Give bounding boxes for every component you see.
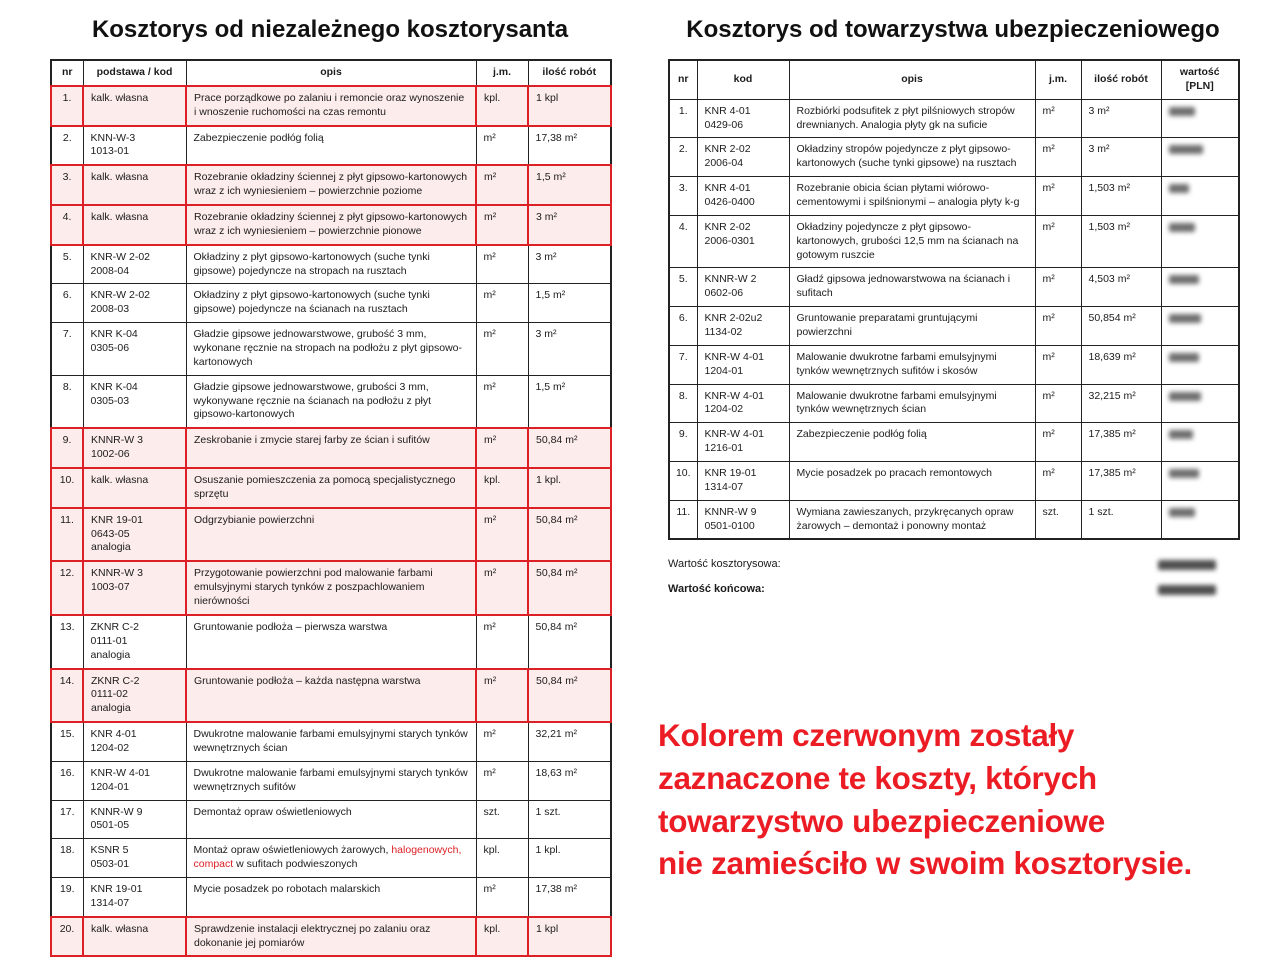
cell-podstawa-kod: kalk. własna	[83, 205, 186, 245]
column-header-opis: opis	[186, 60, 476, 86]
cell-opis: Rozebranie okładziny ściennej z płyt gipsowo-kartonowych wraz z ich wyniesieniem – powierzchnie pionowe	[186, 205, 476, 245]
cell-wartosc	[1161, 500, 1239, 539]
cell-nr: 11.	[51, 508, 83, 562]
cell-jm: m²	[476, 165, 528, 205]
cell-opis: Malowanie dwukrotne farbami emulsyjnymi tynków wewnętrznych ścian	[789, 384, 1035, 423]
table-row	[51, 669, 611, 723]
cell-opis: Demontaż opraw oświetleniowych	[186, 800, 476, 839]
cell-jm: kpl.	[476, 839, 528, 878]
cell-opis: Odgrzybianie powierzchni	[186, 508, 476, 562]
redacted-total-value	[1158, 585, 1216, 595]
table-row	[51, 917, 611, 957]
cell-jm: m²	[476, 245, 528, 284]
red-note-line: towarzystwo ubezpieczeniowe	[658, 802, 1105, 839]
cell-jm: m²	[1035, 177, 1081, 216]
cell-nr: 16.	[51, 761, 83, 800]
cell-jm: m²	[476, 508, 528, 562]
cell-ilosc-robot: 1,5 m²	[528, 284, 611, 323]
redacted-value	[1169, 469, 1199, 478]
redacted-value	[1169, 508, 1195, 517]
cell-nr: 6.	[51, 284, 83, 323]
insurer-estimate-section	[668, 16, 1238, 608]
cell-kod: KNNR-W 2 0602-06	[697, 268, 789, 307]
table-row	[51, 615, 611, 669]
table-row	[669, 423, 1239, 462]
cell-kod: KNR 2-02 2006-04	[697, 138, 789, 177]
independent-estimate-table	[50, 59, 612, 957]
cell-jm: m²	[1035, 307, 1081, 346]
redacted-value	[1169, 145, 1203, 154]
cell-podstawa-kod: KNNR-W 3 1002-06	[83, 428, 186, 468]
table-row	[669, 345, 1239, 384]
table-row	[51, 126, 611, 166]
redacted-value	[1169, 314, 1201, 323]
cell-wartosc	[1161, 462, 1239, 501]
table-row	[51, 561, 611, 615]
cell-ilosc-robot: 32,215 m²	[1081, 384, 1161, 423]
cell-ilosc-robot: 4,503 m²	[1081, 268, 1161, 307]
cell-ilosc-robot: 50,84 m²	[528, 561, 611, 615]
cell-ilosc-robot: 50,84 m²	[528, 615, 611, 669]
cell-ilosc-robot: 50,84 m²	[528, 669, 611, 723]
cell-ilosc-robot: 50,84 m²	[528, 508, 611, 562]
column-header-nr: nr	[51, 60, 83, 86]
cell-podstawa-kod: KNR-W 2-02 2008-03	[83, 284, 186, 323]
total-koncowa-row	[668, 583, 1238, 595]
cell-ilosc-robot: 1 kpl.	[528, 839, 611, 878]
cell-jm: m²	[476, 323, 528, 376]
insurer-estimate-table	[668, 59, 1240, 540]
cell-wartosc	[1161, 177, 1239, 216]
cell-opis: Rozbiórki podsufitek z płyt pilśniowych stropów drewnianych. Analogia płyty gk na suficie	[789, 99, 1035, 138]
cell-podstawa-kod: kalk. własna	[83, 86, 186, 126]
table-row	[51, 245, 611, 284]
cell-nr: 1.	[51, 86, 83, 126]
cell-podstawa-kod: KNR-W 4-01 1204-01	[83, 761, 186, 800]
cell-nr: 3.	[669, 177, 697, 216]
cell-nr: 2.	[51, 126, 83, 166]
table-row	[51, 86, 611, 126]
redacted-value	[1169, 392, 1201, 401]
cell-nr: 9.	[51, 428, 83, 468]
cell-ilosc-robot: 1,503 m²	[1081, 215, 1161, 268]
redacted-value	[1169, 184, 1189, 193]
cell-opis: Dwukrotne malowanie farbami emulsyjnymi starych tynków wewnętrznych ścian	[186, 722, 476, 761]
cell-jm: m²	[476, 615, 528, 669]
cell-opis: Zeskrobanie i zmycie starej farby ze ścian i sufitów	[186, 428, 476, 468]
cell-ilosc-robot: 50,84 m²	[528, 428, 611, 468]
cell-kod: KNR 2-02u2 1134-02	[697, 307, 789, 346]
cell-nr: 10.	[51, 468, 83, 508]
cell-ilosc-robot: 1 szt.	[528, 800, 611, 839]
cell-podstawa-kod: KNR K-04 0305-06	[83, 323, 186, 376]
cell-nr: 11.	[669, 500, 697, 539]
cell-nr: 18.	[51, 839, 83, 878]
cell-ilosc-robot: 1 kpl	[528, 86, 611, 126]
cell-jm: kpl.	[476, 86, 528, 126]
opis-fragment: w sufitach podwieszonych	[233, 858, 358, 871]
cell-opis: Okładziny z płyt gipsowo-kartonowych (suche tynki gipsowe) pojedyncze na ścianach na rusztach	[186, 284, 476, 323]
cell-podstawa-kod: KNNR-W 3 1003-07	[83, 561, 186, 615]
cell-podstawa-kod: KNR 4-01 1204-02	[83, 722, 186, 761]
column-header-ilosc: ilość robót	[1081, 60, 1161, 99]
red-note-line: nie zamieściło w swoim kosztorysie.	[658, 845, 1192, 882]
cell-jm: m²	[476, 877, 528, 916]
table-row	[51, 877, 611, 916]
cell-wartosc	[1161, 138, 1239, 177]
cell-jm: m²	[476, 561, 528, 615]
cell-ilosc-robot: 1,5 m²	[528, 375, 611, 428]
table-row	[669, 177, 1239, 216]
cell-podstawa-kod: KNR 19-01 1314-07	[83, 877, 186, 916]
column-header-nr: nr	[669, 60, 697, 99]
table-row	[669, 138, 1239, 177]
table-row	[51, 800, 611, 839]
cell-opis: Okładziny pojedyncze z płyt gipsowo-kartonowych, grubości 12,5 mm na ścianach na gotowym ruszcie	[789, 215, 1035, 268]
cell-opis: Okładziny z płyt gipsowo-kartonowych (suche tynki gipsowe) pojedyncze na stropach na rusztach	[186, 245, 476, 284]
column-header-jm: j.m.	[476, 60, 528, 86]
cell-ilosc-robot: 17,38 m²	[528, 126, 611, 166]
cell-ilosc-robot: 18,63 m²	[528, 761, 611, 800]
cell-nr: 9.	[669, 423, 697, 462]
cell-podstawa-kod: KNN-W-3 1013-01	[83, 126, 186, 166]
cell-opis: Osuszanie pomieszczenia za pomocą specjalistycznego sprzętu	[186, 468, 476, 508]
cell-nr: 4.	[51, 205, 83, 245]
column-header-ilosc: ilość robót	[528, 60, 611, 86]
redacted-value	[1169, 353, 1199, 362]
total-koncowa-label: Wartość końcowa:	[668, 583, 765, 596]
opis-fragment: Montaż opraw oświetleniowych żarowych,	[193, 844, 392, 857]
column-header-jm: j.m.	[1035, 60, 1081, 99]
cell-kod: KNR-W 4-01 1204-01	[697, 345, 789, 384]
cell-podstawa-kod: KNR 19-01 0643-05 analogia	[83, 508, 186, 562]
cell-ilosc-robot: 17,385 m²	[1081, 462, 1161, 501]
table-row	[669, 307, 1239, 346]
cell-opis: Mycie posadzek po pracach remontowych	[789, 462, 1035, 501]
independent-estimate-section	[50, 16, 610, 957]
cell-opis: Rozebranie okładziny ściennej z płyt gipsowo-kartonowych wraz z ich wyniesieniem – powierzchnie poziome	[186, 165, 476, 205]
cell-nr: 1.	[669, 99, 697, 138]
total-kosztorysowa-label: Wartość kosztorysowa:	[668, 558, 781, 571]
cell-wartosc	[1161, 345, 1239, 384]
cell-jm: m²	[1035, 215, 1081, 268]
cell-ilosc-robot: 1,503 m²	[1081, 177, 1161, 216]
cell-opis: Gruntowanie podłoża – każda następna warstwa	[186, 669, 476, 723]
header-row	[669, 60, 1239, 99]
cell-podstawa-kod: kalk. własna	[83, 468, 186, 508]
cell-nr: 7.	[51, 323, 83, 376]
table-row	[51, 165, 611, 205]
table-row	[51, 205, 611, 245]
cell-jm: m²	[1035, 268, 1081, 307]
cell-podstawa-kod: ZKNR C-2 0111-01 analogia	[83, 615, 186, 669]
cell-ilosc-robot: 3 m²	[1081, 99, 1161, 138]
cell-podstawa-kod: kalk. własna	[83, 165, 186, 205]
cell-ilosc-robot: 50,854 m²	[1081, 307, 1161, 346]
table-row	[669, 462, 1239, 501]
red-note	[658, 714, 1273, 885]
table-row	[51, 839, 611, 878]
cell-kod: KNR 2-02 2006-0301	[697, 215, 789, 268]
cell-kod: KNNR-W 9 0501-0100	[697, 500, 789, 539]
cell-jm: m²	[1035, 423, 1081, 462]
cell-ilosc-robot: 3 m²	[528, 323, 611, 376]
cell-wartosc	[1161, 99, 1239, 138]
cell-podstawa-kod: KSNR 5 0503-01	[83, 839, 186, 878]
cell-ilosc-robot: 1 kpl	[528, 917, 611, 957]
cell-kod: KNR-W 4-01 1204-02	[697, 384, 789, 423]
redacted-total-value	[1158, 560, 1216, 570]
cell-opis: Prace porządkowe po zalaniu i remoncie oraz wynoszenie i wnoszenie ruchomości na czas remontu	[186, 86, 476, 126]
cell-nr: 2.	[669, 138, 697, 177]
left-table-title: Kosztorys od niezależnego kosztorysanta	[91, 16, 569, 43]
cell-nr: 10.	[669, 462, 697, 501]
cell-opis: Zabezpieczenie podłóg folią	[186, 126, 476, 166]
cell-kod: KNR-W 4-01 1216-01	[697, 423, 789, 462]
cell-nr: 4.	[669, 215, 697, 268]
redacted-value	[1169, 430, 1193, 439]
table-row	[51, 375, 611, 428]
cell-jm: m²	[476, 761, 528, 800]
table-row	[51, 508, 611, 562]
table-row	[669, 384, 1239, 423]
cell-opis: Okładziny stropów pojedyncze z płyt gipsowo-kartonowych (suche tynki gipsowe) na rusztach	[789, 138, 1035, 177]
table-row	[51, 468, 611, 508]
cell-opis	[186, 839, 476, 878]
cell-jm: m²	[476, 205, 528, 245]
cell-jm: m²	[476, 722, 528, 761]
cell-nr: 3.	[51, 165, 83, 205]
cell-jm: m²	[476, 669, 528, 723]
cell-opis: Rozebranie obicia ścian płytami wiórowo-cementowymi i spilśnionymi – analogia płyty k-g	[789, 177, 1035, 216]
table-row	[51, 323, 611, 376]
column-header-kod: kod	[697, 60, 789, 99]
cell-nr: 6.	[669, 307, 697, 346]
cell-nr: 15.	[51, 722, 83, 761]
cell-wartosc	[1161, 384, 1239, 423]
table-row	[669, 215, 1239, 268]
cell-ilosc-robot: 1 szt.	[1081, 500, 1161, 539]
cell-podstawa-kod: KNNR-W 9 0501-05	[83, 800, 186, 839]
cell-nr: 20.	[51, 917, 83, 957]
red-note-line: Kolorem czerwonym zostały	[658, 717, 1075, 753]
right-table-title: Kosztorys od towarzystwa ubezpieczeniowego	[686, 16, 1220, 43]
column-header-opis: opis	[789, 60, 1035, 99]
cell-ilosc-robot: 3 m²	[1081, 138, 1161, 177]
cell-ilosc-robot: 1,5 m²	[528, 165, 611, 205]
table-row	[669, 268, 1239, 307]
redacted-value	[1169, 275, 1199, 284]
cell-wartosc	[1161, 215, 1239, 268]
cell-opis: Malowanie dwukrotne farbami emulsyjnymi tynków wewnętrznych sufitów i skosów	[789, 345, 1035, 384]
cell-jm: m²	[476, 284, 528, 323]
cell-jm: m²	[1035, 462, 1081, 501]
red-note-line: zaznaczone te koszty, których	[658, 759, 1097, 796]
cell-ilosc-robot: 32,21 m²	[528, 722, 611, 761]
cell-kod: KNR 4-01 0429-06	[697, 99, 789, 138]
table-row	[51, 722, 611, 761]
cell-wartosc	[1161, 307, 1239, 346]
cell-podstawa-kod: kalk. własna	[83, 917, 186, 957]
cell-jm: m²	[1035, 138, 1081, 177]
cell-ilosc-robot: 18,639 m²	[1081, 345, 1161, 384]
cell-nr: 19.	[51, 877, 83, 916]
cell-jm: m²	[476, 428, 528, 468]
cell-nr: 5.	[51, 245, 83, 284]
cell-jm: m²	[476, 126, 528, 166]
cell-jm: szt.	[476, 800, 528, 839]
cell-jm: m²	[1035, 384, 1081, 423]
cell-opis: Zabezpieczenie podłóg folią	[789, 423, 1035, 462]
cell-kod: KNR 4-01 0426-0400	[697, 177, 789, 216]
table-row	[51, 284, 611, 323]
cell-ilosc-robot: 17,38 m²	[528, 877, 611, 916]
header-row	[51, 60, 611, 86]
cell-opis: Gruntowanie preparatami gruntującymi powierzchni	[789, 307, 1035, 346]
cell-nr: 7.	[669, 345, 697, 384]
column-header-podstawa: podstawa / kod	[83, 60, 186, 86]
cell-podstawa-kod: KNR K-04 0305-03	[83, 375, 186, 428]
cell-wartosc	[1161, 268, 1239, 307]
cell-ilosc-robot: 17,385 m²	[1081, 423, 1161, 462]
cell-kod: KNR 19-01 1314-07	[697, 462, 789, 501]
cell-opis: Gruntowanie podłoża – pierwsza warstwa	[186, 615, 476, 669]
table-row	[51, 428, 611, 468]
cell-nr: 17.	[51, 800, 83, 839]
cell-nr: 14.	[51, 669, 83, 723]
redacted-value	[1169, 223, 1195, 232]
column-header-wartosc: wartość [PLN]	[1161, 60, 1239, 99]
redacted-value	[1169, 107, 1195, 116]
table-row	[51, 761, 611, 800]
table-row	[669, 99, 1239, 138]
cell-ilosc-robot: 3 m²	[528, 205, 611, 245]
cell-opis: Wymiana zawieszanych, przykręcanych opraw żarowych – demontaż i ponowny montaż	[789, 500, 1035, 539]
cell-jm: m²	[1035, 345, 1081, 384]
cell-opis: Dwukrotne malowanie farbami emulsyjnymi starych tynków wewnętrznych sufitów	[186, 761, 476, 800]
cell-ilosc-robot: 1 kpl.	[528, 468, 611, 508]
cell-nr: 8.	[669, 384, 697, 423]
cell-opis: Przygotowanie powierzchni pod malowanie farbami emulsyjnymi starych tynków z poszpachlowaniem nierówności	[186, 561, 476, 615]
totals-section	[668, 558, 1238, 595]
cell-podstawa-kod: KNR-W 2-02 2008-04	[83, 245, 186, 284]
cell-wartosc	[1161, 423, 1239, 462]
cell-opis: Sprawdzenie instalacji elektrycznej po zalaniu oraz dokonanie jej pomiarów	[186, 917, 476, 957]
total-kosztorysowa-row	[668, 558, 1238, 570]
cell-jm: kpl.	[476, 917, 528, 957]
cell-nr: 5.	[669, 268, 697, 307]
cell-nr: 8.	[51, 375, 83, 428]
cell-opis: Mycie posadzek po robotach malarskich	[186, 877, 476, 916]
cell-opis: Gładzie gipsowe jednowarstwowe, grubości 3 mm, wykonywane ręcznie na ścianach na podłożu z płyt gipsowo-kartonowych	[186, 375, 476, 428]
opis-red-fragment: halogenowych, compact	[193, 844, 462, 871]
cell-nr: 12.	[51, 561, 83, 615]
cell-podstawa-kod: ZKNR C-2 0111-02 analogia	[83, 669, 186, 723]
table-row	[669, 500, 1239, 539]
cell-jm: m²	[1035, 99, 1081, 138]
cell-jm: szt.	[1035, 500, 1081, 539]
cell-jm: m²	[476, 375, 528, 428]
cell-nr: 13.	[51, 615, 83, 669]
cell-opis: Gładź gipsowa jednowarstwowa na ścianach i sufitach	[789, 268, 1035, 307]
cell-jm: kpl.	[476, 468, 528, 508]
cell-ilosc-robot: 3 m²	[528, 245, 611, 284]
cell-opis: Gładzie gipsowe jednowarstwowe, grubość 3 mm, wykonane ręcznie na stropach na podłożu z płyt gipsowo-kartonowych	[186, 323, 476, 376]
